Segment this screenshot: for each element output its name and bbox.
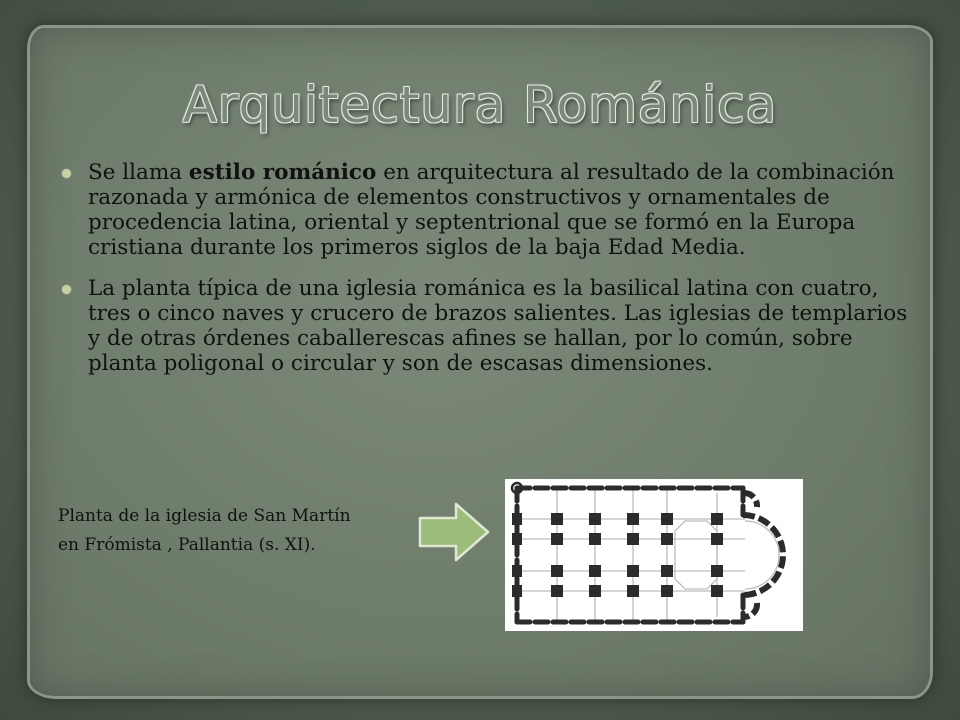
church-floor-plan-image: [505, 479, 803, 631]
caption-line-2: en Frómista , Pallantia (s. XI).: [58, 535, 316, 555]
slide-title: Arquitectura Románica: [182, 76, 778, 134]
image-caption: [58, 502, 351, 560]
arrow-right-icon: [418, 502, 490, 562]
bullet-text: La planta típica de una iglesia románica es la basilical latina con cuatro, tres o cinco naves y crucero de brazos salientes. Las iglesias de templarios y de otras órdenes caballerescas afines se hallan, por lo común, sobre planta poligonal o circular y son de escasas dimensiones.: [88, 276, 908, 376]
caption-line-1: Planta de la iglesia de San Martín: [58, 506, 351, 526]
bullet-text-pre: Se llama: [88, 160, 189, 185]
bullet-list: [60, 160, 910, 376]
bullet-dot-icon: [62, 169, 71, 178]
bullet-item-floor-plan: [60, 276, 910, 376]
bullet-dot-icon: [62, 285, 71, 294]
bullet-item-definition: [60, 160, 910, 260]
bullet-text-post: en arquitectura al resultado de la combinación razonada y armónica de elementos constructivos y ornamentales de procedencia latina, oriental y septentrional que se formó en la Europa cristiana durante los primeros siglos de la baja Edad Media.: [88, 160, 895, 260]
bullet-text-bold: estilo románico: [188, 160, 377, 185]
